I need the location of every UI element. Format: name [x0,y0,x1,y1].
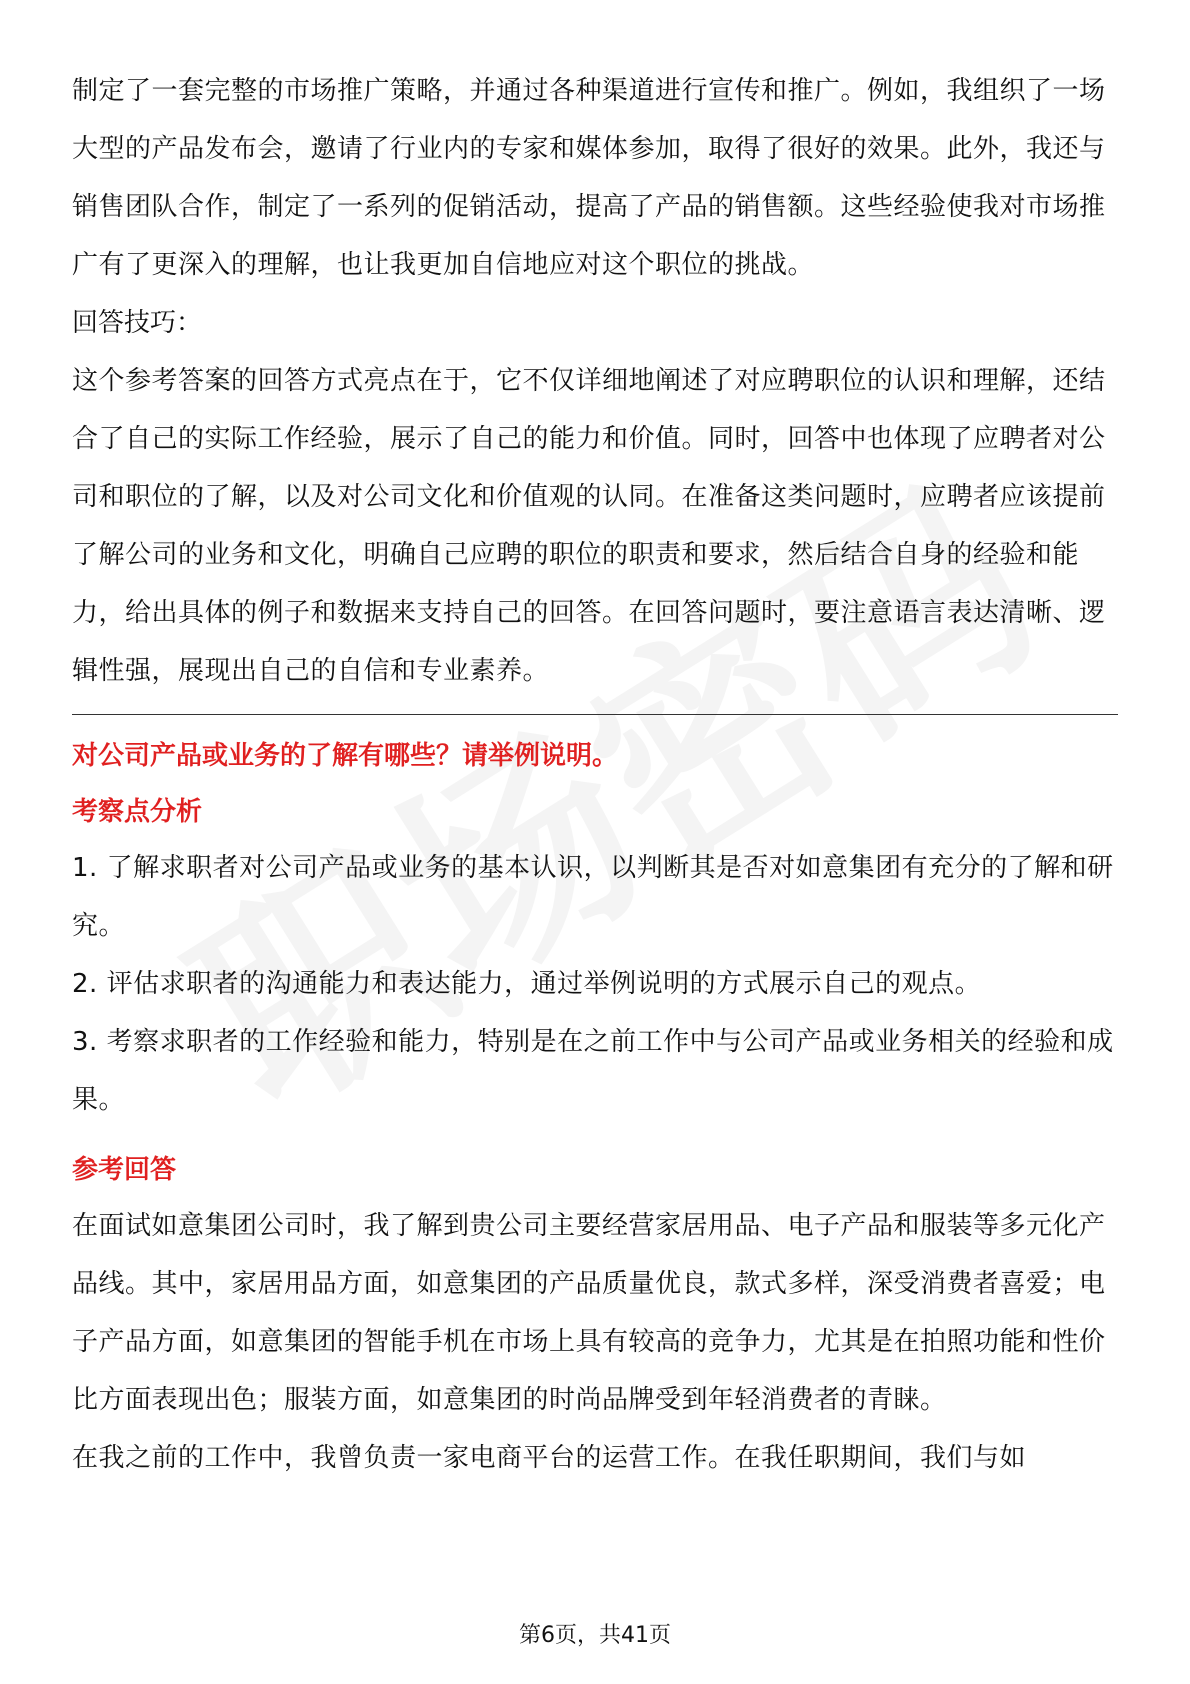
tips-paragraph: 这个参考答案的回答方式亮点在于，它不仅详细地阐述了对应聘职位的认识和理解，还结合了自己的实际工作经验，展示了自己的能力和价值。同时，回答中也体现了应聘者对公司和职位的了解，以及对公司文化和价值观的认同。在准备这类问题时，应聘者应该提前了解公司的业务和文化，明确自己应聘的职位的职责和要求，然后结合自身的经验和能力，给出具体的例子和数据来支持自己的回答。在回答问题时，要注意语言表达清晰、逻辑性强，展现出自己的自信和专业素养。 [72,366,1106,686]
page-content [72,62,1118,1487]
section-divider [72,714,1118,715]
analysis-item: 1. 了解求职者对公司产品或业务的基本认识，以判断其是否对如意集团有充分的了解和研究。 [72,853,1114,941]
tips-label: 回答技巧： [72,308,203,338]
analysis-list [72,839,1118,1129]
analysis-title: 考察点分析 [72,797,203,827]
intro-paragraph: 制定了一套完整的市场推广策略，并通过各种渠道进行宣传和推广。例如，我组织了一场大型的产品发布会，邀请了行业内的专家和媒体参加，取得了很好的效果。此外，我还与销售团队合作，制定了一系列的促销活动，提高了产品的销售额。这些经验使我对市场推广有了更深入的理解，也让我更加自信地应对这个职位的挑战。 [72,76,1106,280]
page-number-footer: 第6页，共41页 [519,1623,671,1648]
question-heading: 对公司产品或业务的了解有哪些？请举例说明。 [72,741,619,771]
analysis-item: 3. 考察求职者的工作经验和能力，特别是在之前工作中与公司产品或业务相关的经验和成果。 [72,1027,1114,1115]
analysis-item: 2. 评估求职者的沟通能力和表达能力，通过举例说明的方式展示自己的观点。 [72,969,982,999]
answer-title: 参考回答 [72,1155,177,1185]
answer-paragraph: 在我之前的工作中，我曾负责一家电商平台的运营工作。在我任职期间，我们与如 [72,1443,1027,1473]
answer-paragraph: 在面试如意集团公司时，我了解到贵公司主要经营家居用品、电子产品和服装等多元化产品线。其中，家居用品方面，如意集团的产品质量优良，款式多样，深受消费者喜爱；电子产品方面，如意集团的智能手机在市场上具有较高的竞争力，尤其是在拍照功能和性价比方面表现出色；服装方面，如意集团的时尚品牌受到年轻消费者的青睐。 [72,1211,1106,1415]
